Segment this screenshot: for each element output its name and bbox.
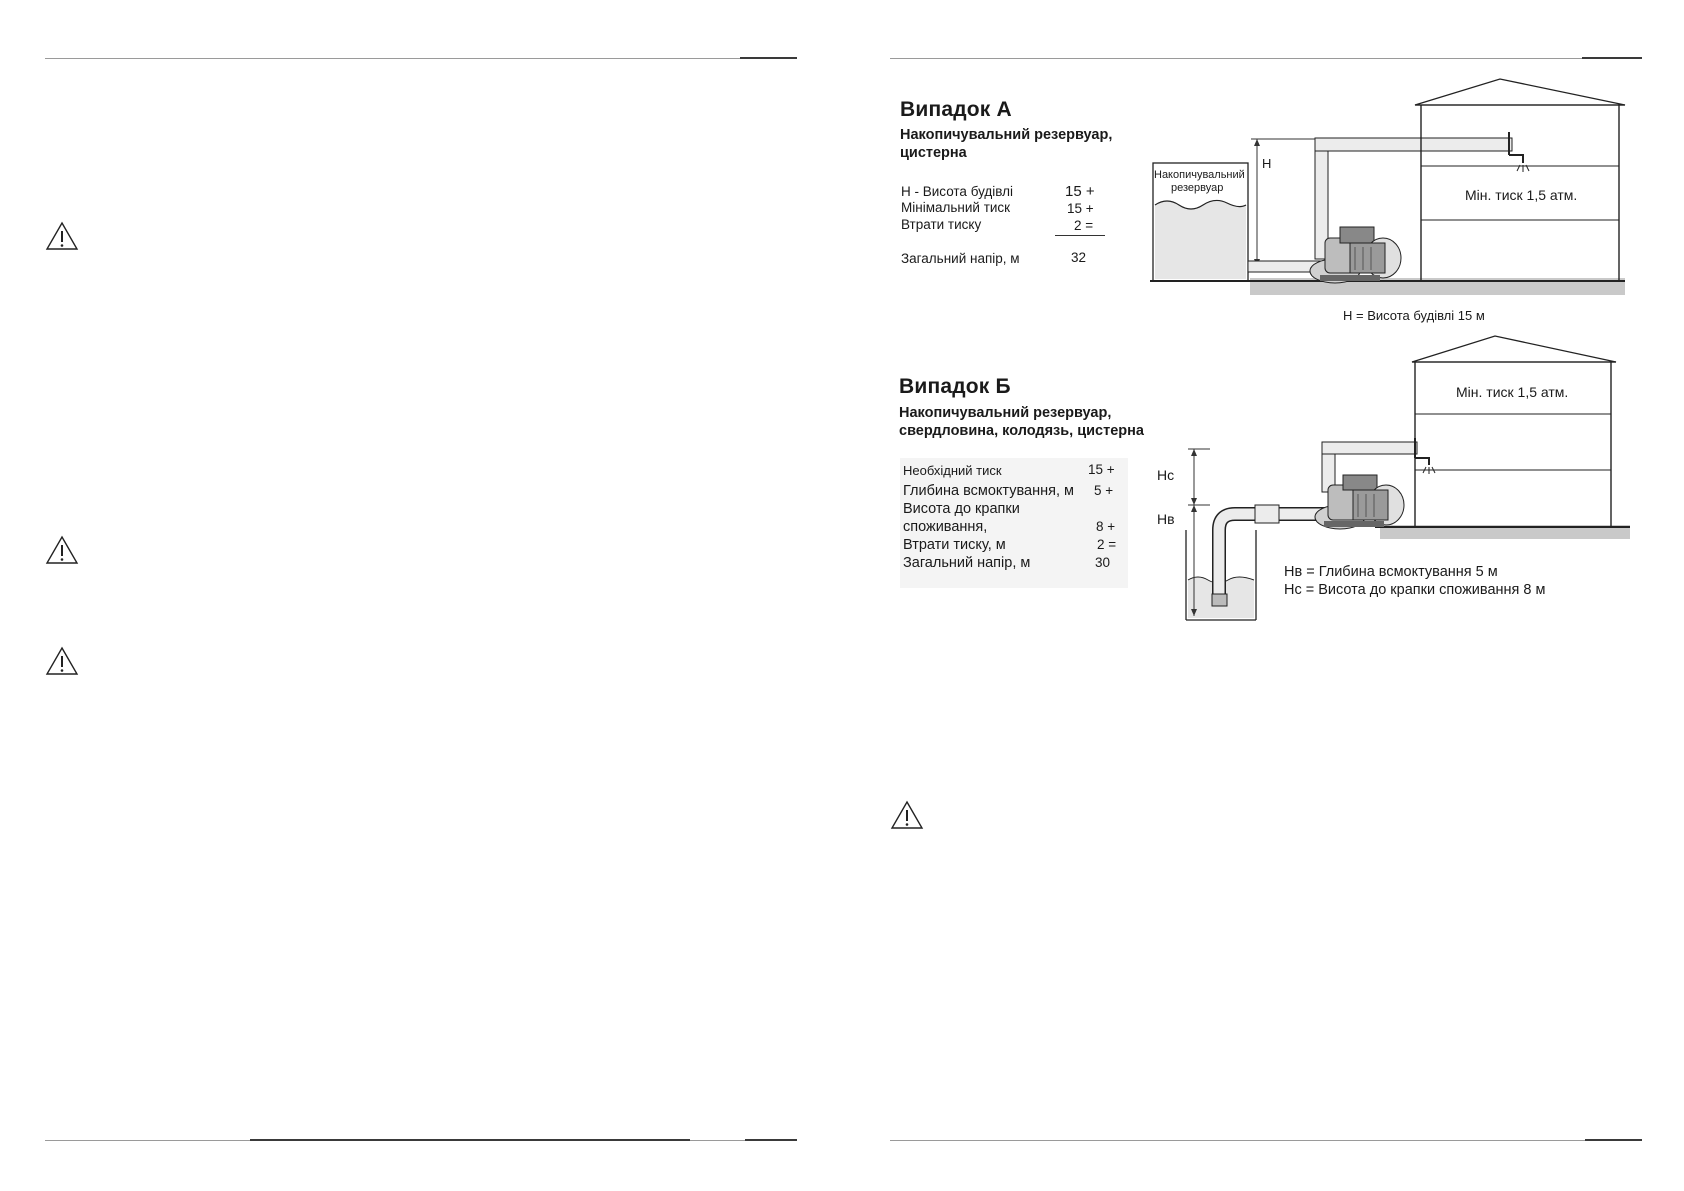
case-b-calc-label: Необхідний тиск [903,463,1002,478]
case-b-calc-value: 5 + [1094,483,1114,498]
hc-marker-label: Нс [1157,467,1175,483]
case-a-total-label: Загальний напір, м [901,251,1020,266]
warning-icon [890,800,924,830]
warning-icon [45,535,79,565]
case-a-caption: Н = Висота будівлі 15 м [1343,308,1485,323]
min-pressure-label: Мін. тиск 1,5 атм. [1465,187,1578,203]
case-a-calc-value: 15 + [1067,201,1094,216]
case-b-calc-label: Втрати тиску, м [903,537,1006,553]
case-b-calc-value: 8 + [1096,519,1116,534]
case-a-title: Випадок А [900,98,1012,121]
case-b-calc-value: 30 [1095,555,1111,570]
case-b-calc-label: Глибина всмоктування, м [903,483,1074,499]
case-a-calc-value: 15 + [1065,183,1095,200]
case-b-caption: Нс = Висота до крапки споживання 8 м [1284,582,1546,598]
right-top-rule-accent [1582,57,1642,59]
case-a-calc-label: Н - Висота будівлі [901,184,1014,199]
case-b-calc-value: 15 + [1088,462,1115,477]
left-top-rule [45,58,797,59]
case-a-calc-value: 2 = [1074,218,1094,233]
case-b-calc-value: 2 = [1097,537,1117,552]
case-b-subtitle: свердловина, колодязь, цистерна [899,423,1144,439]
left-bottom-rule-accent [250,1139,690,1141]
case-a-calc-label: Втрати тиску [901,217,982,232]
right-bottom-rule [890,1140,1642,1141]
reservoir-label: Накопичувальний [1154,169,1245,181]
case-a-subtitle: Накопичувальний резервуар, [900,127,1113,143]
case-a-subtitle: цистерна [900,145,967,161]
case-b-title: Випадок Б [899,375,1011,398]
case-b-diagram [1150,330,1630,625]
right-bottom-rule-accent [1585,1139,1642,1141]
case-b-calc-label: Висота до крапки [903,501,1020,517]
hv-marker-label: Нв [1157,511,1175,527]
case-a-total-value: 32 [1071,250,1087,265]
warning-icon [45,221,79,251]
case-a-calc-label: Мінімальний тиск [901,200,1011,215]
height-marker-label: Н [1262,156,1272,171]
min-pressure-label: Мін. тиск 1,5 атм. [1456,384,1569,400]
reservoir-label: резервуар [1171,182,1224,194]
case-b-caption: Нв = Глибина всмоктування 5 м [1284,564,1498,580]
left-top-rule-accent [740,57,797,59]
case-b-calc-label: споживання, [903,519,988,535]
case-a-sum-line [1055,235,1105,236]
right-top-rule [890,58,1642,59]
warning-icon [45,646,79,676]
case-b-subtitle: Накопичувальний резервуар, [899,405,1112,421]
case-b-calc-label: Загальний напір, м [903,555,1031,571]
left-bottom-rule-accent [745,1139,797,1141]
